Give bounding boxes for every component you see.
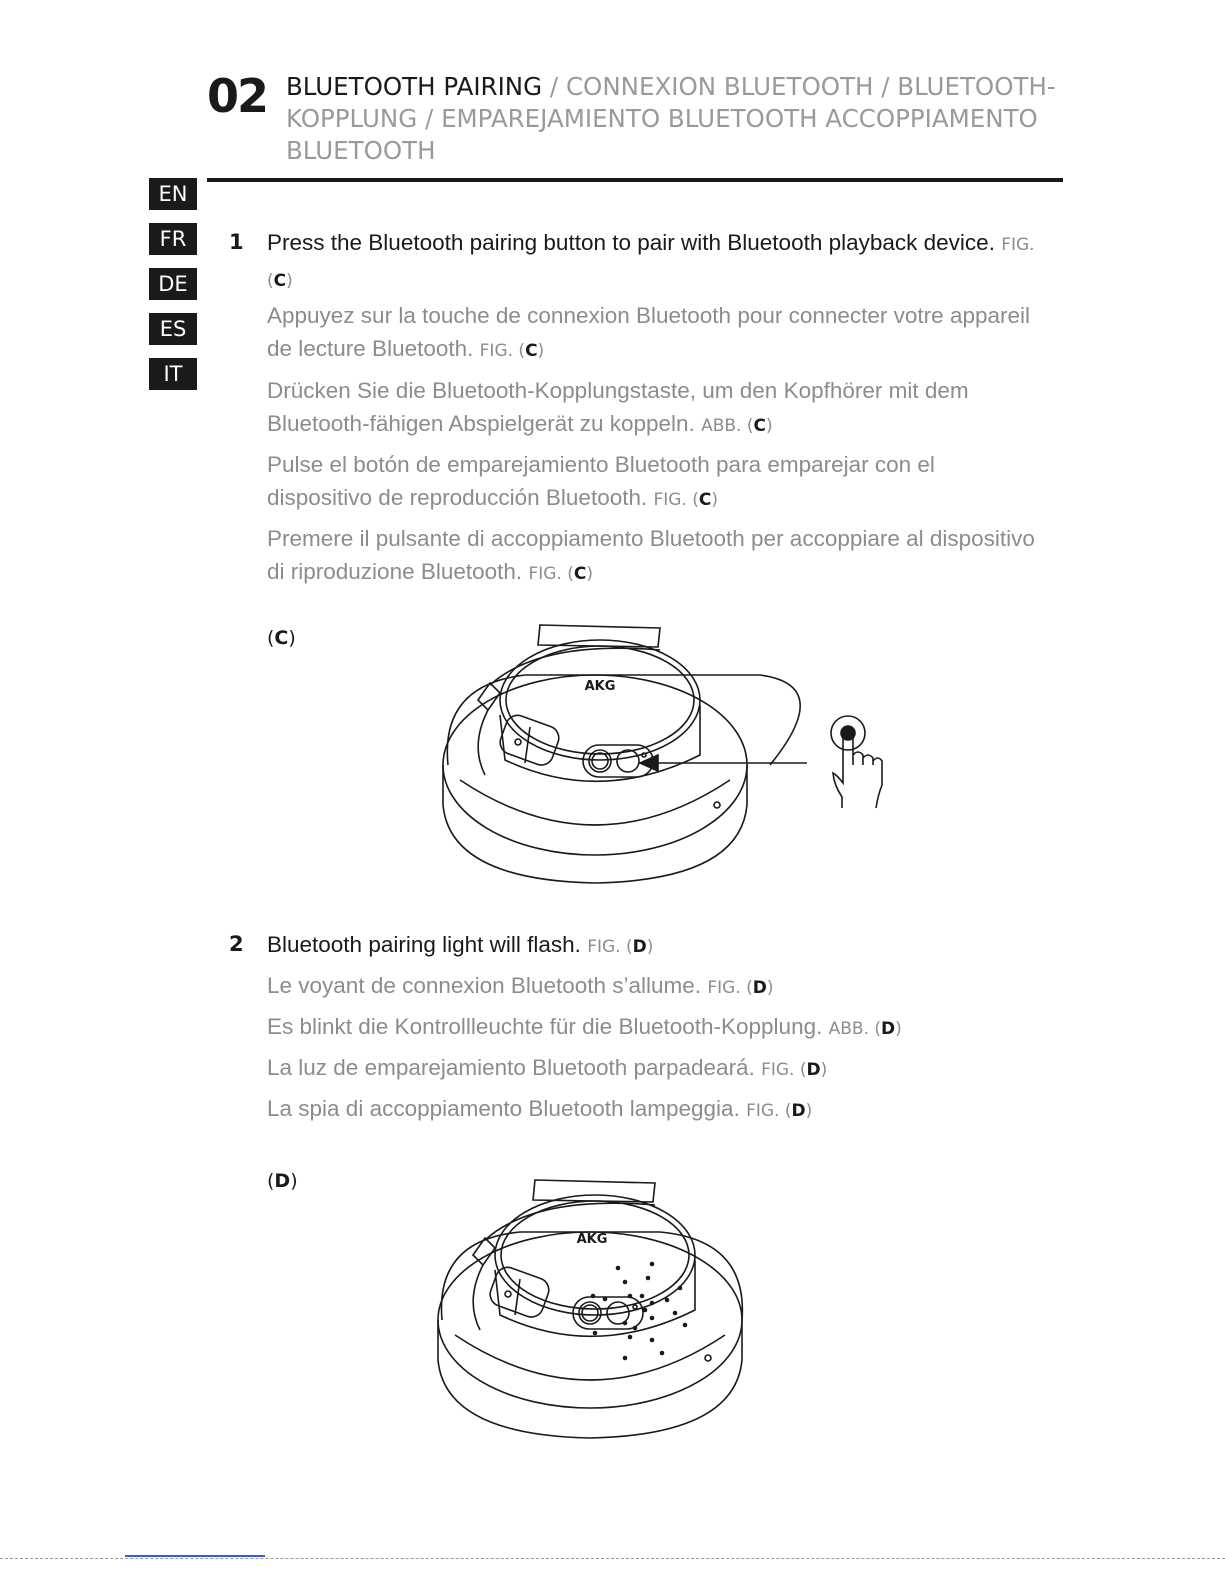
figure-reference: FIG. (C) — [267, 235, 1035, 291]
figure-reference: FIG. (D) — [707, 978, 774, 998]
press-finger-icon — [831, 716, 882, 808]
page-bottom-accent — [125, 1555, 265, 1557]
section-number: 02 — [207, 69, 268, 123]
language-tabs — [149, 178, 197, 403]
language-tab-de: DE — [149, 268, 197, 300]
section-title-translations: / CONNEXION BLUETOOTH / BLUETOOTH-KOPPLUNG / EMPAREJAMIENTO BLUETOOTH ACCOPPIAMENTO BLUETOOTH — [286, 72, 1056, 165]
figure-reference: ABB. (D) — [828, 1019, 902, 1039]
step-2-text-es: La luz de emparejamiento Bluetooth parpadeará. FIG. (D) — [267, 1055, 828, 1080]
step-1-text-it: Premere il pulsante di accoppiamento Bluetooth per accoppiare al dispositivo di riproduzione Bluetooth. FIG. (C) — [267, 526, 1035, 584]
language-tab-en: EN — [149, 178, 197, 210]
page-bottom-border — [0, 1558, 1225, 1559]
step-2-text-en: Bluetooth pairing light will flash. FIG. (D) — [267, 932, 654, 957]
step-1-text-es: Pulse el botón de emparejamiento Bluetooth para emparejar con el dispositivo de reproducción Bluetooth. FIG. (C) — [267, 452, 935, 510]
figure-reference: FIG. (C) — [653, 490, 719, 510]
figure-c-label: (C) — [267, 627, 296, 649]
step-number: 2 — [229, 932, 244, 956]
flashing-light-indicator — [591, 1262, 688, 1361]
figure-reference: FIG. (C) — [528, 564, 593, 584]
figure-reference: FIG. (D) — [587, 937, 654, 957]
step-2-text-de: Es blinkt die Kontrollleuchte für die Bluetooth-Kopplung. ABB. (D) — [267, 1014, 902, 1039]
figure-d-label: (D) — [267, 1170, 298, 1192]
section-title-primary: BLUETOOTH PAIRING — [286, 72, 543, 101]
step-number: 1 — [229, 230, 244, 254]
section-title — [286, 71, 1076, 167]
brand-logo-c: AKG — [584, 679, 616, 694]
figure-reference: FIG. (C) — [479, 341, 545, 361]
brand-logo-d: AKG — [576, 1232, 608, 1247]
step-1-text-fr: Appuyez sur la touche de connexion Bluetooth pour connecter votre appareil de lecture Bluetooth. FIG. (C) — [267, 303, 1031, 361]
figure-c-headphone-illustration — [430, 615, 900, 900]
step-1-text-en: Press the Bluetooth pairing button to pair with Bluetooth playback device. FIG. (C) — [267, 230, 1035, 291]
step-2-text-it: La spia di accoppiamento Bluetooth lampeggia. FIG. (D) — [267, 1096, 813, 1121]
header-divider — [207, 178, 1063, 182]
figure-d-headphone-illustration — [430, 1170, 760, 1450]
figure-reference: FIG. (D) — [746, 1101, 813, 1121]
language-tab-fr: FR — [149, 223, 197, 255]
step-1-text-de: Drücken Sie die Bluetooth-Kopplungstaste, um den Kopfhörer mit dem Bluetooth-fähigen Abspielgerät zu koppeln. ABB. (C) — [267, 378, 969, 436]
figure-reference: FIG. (D) — [761, 1060, 828, 1080]
language-tab-es: ES — [149, 313, 197, 345]
figure-reference: ABB. (C) — [701, 416, 773, 436]
step-2-text-fr: Le voyant de connexion Bluetooth s’allume. FIG. (D) — [267, 973, 774, 998]
language-tab-it: IT — [149, 358, 197, 390]
